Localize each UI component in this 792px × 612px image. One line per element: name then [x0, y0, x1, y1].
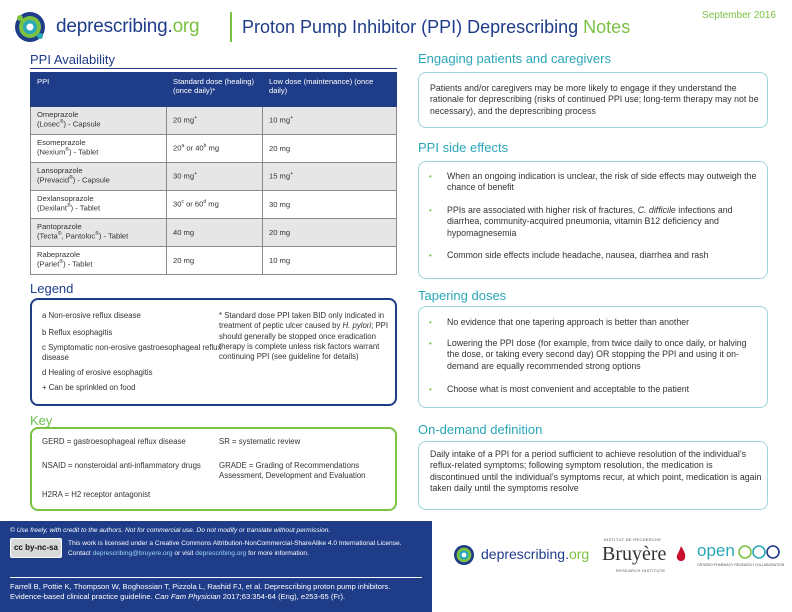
table-row [31, 191, 397, 219]
standard-dose-cell: 20$^a$ or 40$^b$ mg [167, 135, 263, 163]
legend-item: d Healing of erosive esophagitis [42, 368, 153, 377]
open-sub-caption: ONTARIO PHARMACY RESEARCH COLLABORATION [697, 563, 785, 567]
low-dose-cell: 10 mg+ [263, 107, 397, 135]
deprescribing-logo-icon [452, 543, 476, 567]
low-dose-cell: 10 mg [263, 247, 397, 275]
side-effects-heading: PPI side effects [418, 140, 509, 155]
engaging-text: Patients and/or caregivers may be more likely to engage if they understand the rationale for deprescribing (risks of continued PPI use; long-term therapy may not be necessary), and the deprescribing process [430, 83, 759, 116]
table-row [31, 247, 397, 275]
page-header [12, 10, 782, 44]
bullet-icon: • [429, 206, 432, 215]
key-h2ra: H2RA = H2 receptor antagonist [42, 490, 151, 499]
low-dose-cell: 20 mg [263, 219, 397, 247]
flame-icon [676, 546, 686, 564]
key-box [30, 427, 397, 511]
drug-cell: Omeprazole (Losec®) - Capsule [31, 107, 167, 135]
header-divider [230, 12, 232, 42]
standard-dose-cell: 40 mg [167, 219, 263, 247]
ppi-availability-table [30, 72, 397, 275]
deprescribing-logo-icon [12, 10, 48, 44]
publication-date: September 2016 [702, 10, 776, 21]
citation: Farrell B, Pottie K, Thompson W, Boghossian T, Pizzola L, Rashid FJ, et al. Deprescribing proton pump inhibitors. Evidence-based clinical practice guideline. Can Fam Physician 2017;63:354-64 (Eng), e253-65 (Fr). [10, 582, 391, 601]
open-logo-circles-icon [738, 545, 786, 559]
table-row [31, 135, 397, 163]
table-header-row [31, 73, 397, 107]
on-demand-heading: On-demand definition [418, 422, 543, 437]
low-dose-cell: 30 mg [263, 191, 397, 219]
tapering-box [418, 306, 768, 408]
key-heading: Key [30, 413, 53, 428]
bullet-icon: • [429, 172, 432, 181]
side-effect-item: Common side effects include headache, nausea, diarrhea and rash [447, 250, 709, 260]
table-row [31, 107, 397, 135]
website-link[interactable]: deprescribing.org [195, 550, 247, 557]
creative-commons-badge: cc by-nc-sa [10, 538, 62, 558]
open-logo: open [697, 541, 735, 560]
bullet-icon: • [429, 251, 432, 260]
side-effect-item: PPIs are associated with higher risk of fractures, C. difficile infections and diarrhea, community-acquired pneumonia, vitamin B12 deficiency and hypomagnesemia [447, 205, 733, 238]
legend-item: + Can be sprinkled on food [42, 383, 136, 392]
drug-cell: Lansoprazole (Prevacid®) - Capsule [31, 163, 167, 191]
table-row [31, 219, 397, 247]
bruyere-small-caption: INSTITUT DE RECHERCHE [604, 537, 662, 542]
on-demand-text: Daily intake of a PPI for a period sufficient to achieve resolution of the individual’s reflux-related symptoms; following symptom resolution, the medication is discontinued until the individual’s symptoms recur, at which point, medication is again taken daily until the symptoms resolve [430, 449, 762, 494]
standard-dose-cell: 30 mg+ [167, 163, 263, 191]
drug-cell: Dexlansoprazole (Dexilant®) - Tablet [31, 191, 167, 219]
contact-text: Contact deprescribing@bruyere.org or visit deprescribing.org for more information. [68, 550, 309, 557]
bullet-icon: • [429, 318, 432, 327]
tapering-heading: Tapering doses [418, 288, 507, 303]
drug-cell: Pantoprazole (Tecta®, Pantoloc®) - Tablet [31, 219, 167, 247]
footer-divider [10, 577, 422, 578]
engaging-box [418, 72, 768, 128]
key-grade: GRADE = Grading of Recommendations Assessment, Development and Evaluation [219, 461, 366, 481]
standard-dose-cell: 20 mg [167, 247, 263, 275]
side-effect-item: When an ongoing indication is unclear, the risk of side effects may outweigh the chance of benefit [447, 171, 757, 193]
footer-brand: deprescribing.org [481, 546, 590, 562]
bullet-icon: • [429, 385, 432, 394]
on-demand-box [418, 441, 768, 510]
bullet-icon: • [429, 339, 432, 348]
low-dose-cell: 20 mg [263, 135, 397, 163]
engaging-heading: Engaging patients and caregivers [418, 51, 611, 66]
legend-footnote: * Standard dose PPI taken BID only indicated in treatment of peptic ulcer caused by H. pylori; PPI should generally be stopped once eradication therapy is complete unless risk factors warrant continuing PPI (see guideline for details) [219, 311, 389, 362]
page-title: Proton Pump Inhibitor (PPI) Deprescribing Notes [242, 17, 631, 37]
column-header-ppi: PPI [31, 73, 167, 107]
license-text: This work is licensed under a Creative Commons Attribution-NonCommercial-ShareAlike 4.0 International License. [68, 540, 402, 547]
tapering-item: Choose what is most convenient and acceptable to the patient [447, 384, 690, 394]
key-nsaid: NSAID = nonsteroidal anti-inflammatory drugs [42, 461, 201, 470]
standard-dose-cell: 20 mg+ [167, 107, 263, 135]
drug-cell: Rabeprazole (Pariet®) - Tablet [31, 247, 167, 275]
section-rule [30, 68, 397, 69]
standard-dose-cell: 30$^c$ or 60$^d$ mg [167, 191, 263, 219]
bruyere-sub-caption: RESEARCH INSTITUTE [616, 568, 666, 573]
column-header-low-dose: Low dose (maintenance) (once daily) [263, 73, 397, 107]
bruyere-logo: Bruyère [602, 543, 667, 565]
usage-notice: © Use freely, with credit to the authors. Not for commercial use. Do not modify or translate without permission. [10, 527, 331, 534]
legend-item: c Symptomatic non-erosive gastroesophageal reflux disease [42, 343, 222, 363]
low-dose-cell: 15 mg+ [263, 163, 397, 191]
footer-license-panel [0, 521, 432, 612]
key-sr: SR = systematic review [219, 437, 301, 446]
brand-name: deprescribing.org [56, 16, 200, 37]
legend-heading: Legend [30, 281, 74, 296]
contact-email-link[interactable]: deprescribing@bruyere.org [92, 550, 173, 557]
ppi-availability-heading: PPI Availability [30, 52, 116, 67]
tapering-item: Lowering the PPI dose (for example, from twice daily to once daily, or halving the dose, or taking every second day) OR stopping the PPI and using it on-demand are equally recommended strong options [447, 338, 747, 371]
side-effects-box [418, 161, 768, 279]
tapering-item: No evidence that one tapering approach is better than another [447, 317, 690, 327]
legend-box [30, 298, 397, 406]
legend-item: a Non-erosive reflux disease [42, 311, 141, 320]
table-row [31, 163, 397, 191]
column-header-standard-dose: Standard dose (healing) (once daily)* [167, 73, 263, 107]
legend-item: b Reflux esophagitis [42, 328, 113, 337]
drug-cell: Esomeprazole (Nexium®) - Tablet [31, 135, 167, 163]
key-gerd: GERD = gastroesophageal reflux disease [42, 437, 186, 446]
